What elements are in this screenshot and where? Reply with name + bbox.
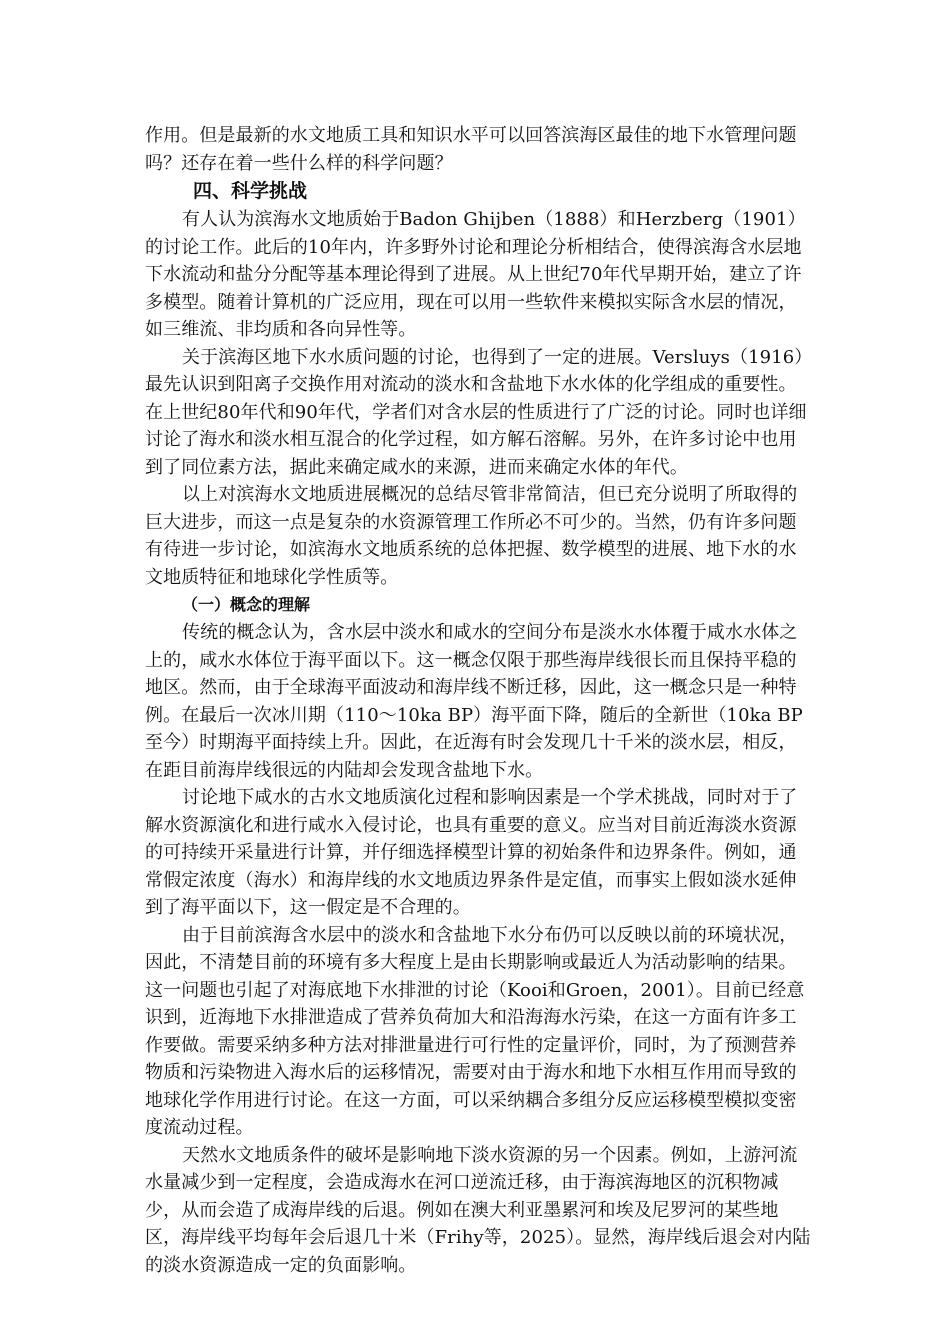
- document-page: [145, 122, 813, 1279]
- paragraph-history: 有人认为滨海水文地质始于Badon Ghijben（1888）和Herzberg（1901）的讨论工作。此后的10年内，许多野外讨论和理论分析相结合，使得滨海含水层地下水流动和盐分分配等基本理论得到了进展。从上世纪70年代早期开始，建立了许多模型。随着计算机的广泛应用，现在可以用一些软件来模拟实际含水层的情况，如三维流、非均质和各向异性等。: [145, 209, 806, 340]
- paragraph-coastline: 天然水文地质条件的破坏是影响地下淡水资源的另一个因素。例如，上游河流水量减少到一定程度，会造成海水在河口逆流迁移，由于海滨海地区的沉积物减少，从而会造了成海岸线的后退。例如在澳大利亚墨累河和埃及尼罗河的某些地区，海岸线平均每年会后退几十米（Frihy等，2025）。显然，海岸线后退会对内陆的淡水资源造成一定的负面影响。: [145, 1144, 811, 1276]
- paragraph-summary: 以上对滨海水文地质进展概况的总结尽管非常简洁，但已充分说明了所取得的巨大进步，而这一点是复杂的水资源管理工作所必不可少的。当然，仍有许多问题有待进一步讨论，如滨海水文地质系统的总体把握、数学模型的进展、地下水的水文地质特征和地球化学性质等。: [145, 484, 798, 588]
- subsection-heading: （一）概念的理解: [182, 595, 311, 614]
- paragraph-concept: 传统的概念认为，含水层中淡水和咸水的空间分布是淡水水体覆于咸水水体之上的，咸水水体位于海平面以下。这一概念仅限于那些海岸线很长而且保持平稳的地区。然而，由于全球海平面波动和海岸线不断迁移，因此，这一概念只是一种特例。在最后一次冰川期（110～10ka BP）海平面下降，随后的全新世（10ka BP至今）时期海平面持续上升。因此，在近海有时会发现几十千米的淡水层，相反，在距目前海岸线很远的内陆却会发现含盐地下水。: [145, 622, 803, 781]
- section-heading: 四、科学挑战: [193, 180, 308, 202]
- paragraph-paleo: 讨论地下咸水的古水文地质演化过程和影响因素是一个学术挑战，同时对于了解水资源演化和进行咸水入侵讨论，也具有重要的意义。应当对目前近海淡水资源的可持续开采量进行计算，并仔细选择模型计算的初始条件和边界条件。例如，通常假定浓度（海水）和海岸线的水文地质边界条件是定值，而事实上假如淡水延伸到了海平面以下，这一假定是不合理的。: [145, 787, 798, 918]
- intro-paragraph: 作用。但是最新的水文地质工具和知识水平可以回答滨海区最佳的地下水管理问题吗？还存在着一些什么样的科学问题？: [145, 125, 797, 174]
- paragraph-discharge: 由于目前滨海含水层中的淡水和含盐地下水分布仍可以反映以前的环境状况，因此，不清楚目前的环境有多大程度上是由长期影响或最近人为活动影响的结果。这一问题也引起了对海底地下水排泄的讨论（Kooi和Groen，2001）。目前已经意识到，近海地下水排泄造成了营养负荷加大和沿海海水污染，在这一方面有许多工作要做。需要采纳多种方法对排泄量进行可行性的定量评价，同时，为了预测营养物质和污染物进入海水后的运移情况，需要对由于海水和地下水相互作用而导致的地球化学作用进行讨论。在这一方面，可以采纳耦合多组分反应运移模型模拟变密度流动过程。: [145, 924, 805, 1138]
- paragraph-water-quality: 关于滨海区地下水水质问题的讨论，也得到了一定的进展。Versluys（1916）最先认识到阳离子交换作用对流动的淡水和含盐地下水水体的化学组成的重要性。在上世纪80年代和90年代，学者们对含水层的性质进行了广泛的讨论。同时也详细讨论了海水和淡水相互混合的化学过程，如方解石溶解。另外，在许多讨论中也用到了同位素方法，据此来确定咸水的来源，进而来确定水体的年代。: [145, 346, 813, 478]
